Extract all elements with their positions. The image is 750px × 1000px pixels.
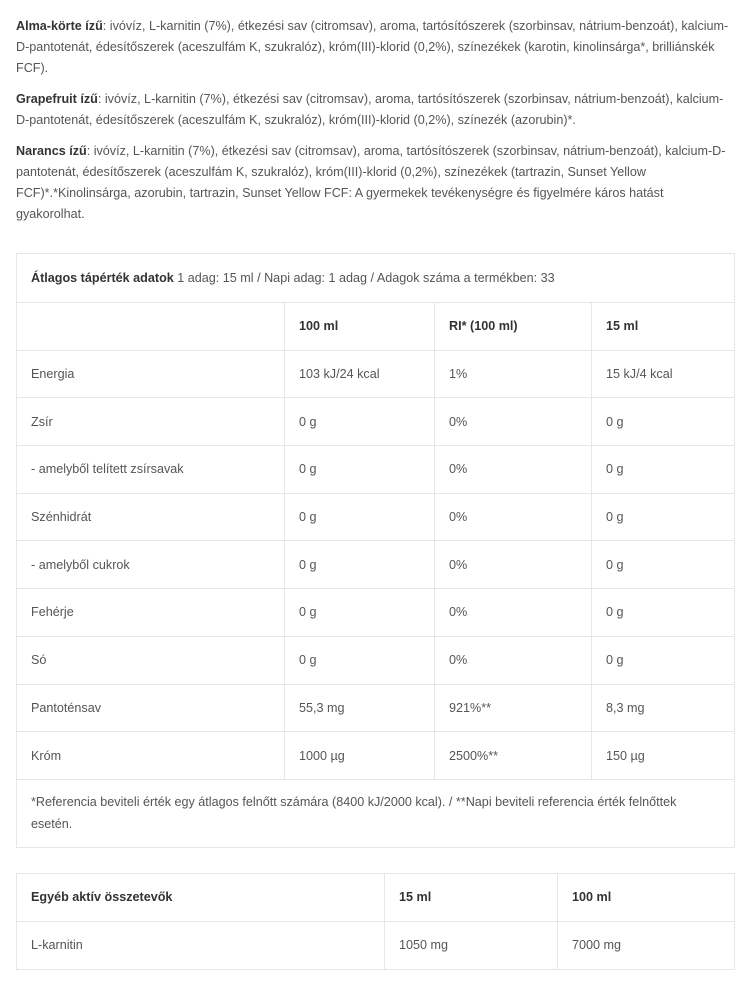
value-per-15ml: 0 g [592, 589, 735, 637]
column-header: RI* (100 ml) [435, 303, 592, 351]
ingredient-paragraph-grapefruit [16, 89, 734, 131]
value-per-100ml: 0 g [285, 446, 435, 494]
flavor-label: Grapefruit ízű [16, 92, 98, 106]
value-ri: 0% [435, 541, 592, 589]
ingredient-text: : ivóvíz, L-karnitin (7%), étkezési sav (citromsav), aroma, tartósítószerek (szorbinsav, nátrium-benzoát), kalcium-D-pantotenát, édesítőszerek (aceszulfám K, szukralóz), króm(III)-klorid (0,2%), színezékek (karotin, kinolinsárga*, brilliánskék FCF). [16, 19, 729, 75]
column-header: Egyéb aktív összetevők [17, 873, 385, 921]
nutrient-name: Só [17, 636, 285, 684]
table-row [17, 732, 735, 780]
value-per-100ml: 0 g [285, 589, 435, 637]
value-per-100ml: 0 g [285, 541, 435, 589]
other-actives-table [16, 873, 735, 970]
value-ri: 2500%** [435, 732, 592, 780]
nutrient-name: Szénhidrát [17, 493, 285, 541]
nutrient-name: Energia [17, 350, 285, 398]
column-header: 100 ml [285, 303, 435, 351]
value-per-100ml: 1000 µg [285, 732, 435, 780]
value-ri: 0% [435, 589, 592, 637]
nutrient-name: - amelyből cukrok [17, 541, 285, 589]
nutrition-footnote: *Referencia beviteli érték egy átlagos felnőtt számára (8400 kJ/2000 kcal). / **Napi beviteli referencia érték felnőttek esetén. [17, 779, 735, 847]
active-name: L-karnitin [17, 921, 385, 969]
ingredient-paragraph-narancs [16, 141, 734, 225]
column-header: 15 ml [385, 873, 558, 921]
value-per-15ml: 0 g [592, 398, 735, 446]
nutrient-name: Króm [17, 732, 285, 780]
column-header: 15 ml [592, 303, 735, 351]
value-per-15ml: 150 µg [592, 732, 735, 780]
value-ri: 0% [435, 398, 592, 446]
value-per-100ml: 0 g [285, 398, 435, 446]
column-header [17, 303, 285, 351]
value-per-15ml: 0 g [592, 493, 735, 541]
nutrition-header-row [17, 303, 735, 351]
ingredient-text: : ivóvíz, L-karnitin (7%), étkezési sav (citromsav), aroma, tartósítószerek (szorbinsav, nátrium-benzoát), kalcium-D-pantotenát, édesítőszerek (aceszulfám K, szukralóz), króm(III)-klorid (0,2%), színezékek (tartrazin, Sunset Yellow FCF)*.*Kinolinsárga, azorubin, tartrazin, Sunset Yellow FCF: A gyermekek tevékenységre és figyelmére káros hatást gyakorolhat. [16, 144, 726, 221]
flavor-label: Narancs ízű [16, 144, 87, 158]
nutrient-name: - amelyből telített zsírsavak [17, 446, 285, 494]
column-header: 100 ml [558, 873, 735, 921]
value-per-15ml: 8,3 mg [592, 684, 735, 732]
nutrition-title-rest: 1 adag: 15 ml / Napi adag: 1 adag / Adagok száma a termékben: 33 [173, 271, 555, 285]
nutrient-name: Zsír [17, 398, 285, 446]
table-row [17, 446, 735, 494]
value-per-15ml: 0 g [592, 636, 735, 684]
table-row [17, 493, 735, 541]
ingredient-paragraph-alma-korte [16, 16, 734, 79]
table-row [17, 398, 735, 446]
nutrition-title [17, 254, 735, 303]
value-per-15ml: 1050 mg [385, 921, 558, 969]
table-row [17, 350, 735, 398]
value-per-100ml: 7000 mg [558, 921, 735, 969]
nutrient-name: Fehérje [17, 589, 285, 637]
value-per-100ml: 0 g [285, 493, 435, 541]
value-per-100ml: 55,3 mg [285, 684, 435, 732]
value-ri: 921%** [435, 684, 592, 732]
value-ri: 0% [435, 636, 592, 684]
value-per-15ml: 0 g [592, 446, 735, 494]
table-row [17, 589, 735, 637]
nutrition-title-bold: Átlagos tápérték adatok [31, 271, 174, 285]
flavor-label: Alma-körte ízű [16, 19, 103, 33]
value-per-15ml: 15 kJ/4 kcal [592, 350, 735, 398]
table-row [17, 684, 735, 732]
value-per-15ml: 0 g [592, 541, 735, 589]
nutrition-table [16, 253, 735, 848]
value-per-100ml: 103 kJ/24 kcal [285, 350, 435, 398]
ingredient-text: : ivóvíz, L-karnitin (7%), étkezési sav (citromsav), aroma, tartósítószerek (szorbinsav, nátrium-benzoát), kalcium-D-pantotenát, édesítőszerek (aceszulfám K, szukralóz), króm(III)-klorid (0,2%), színezék (azorubin)*. [16, 92, 724, 127]
value-per-100ml: 0 g [285, 636, 435, 684]
value-ri: 0% [435, 493, 592, 541]
table-row [17, 541, 735, 589]
ingredients-section [16, 0, 734, 225]
table-row [17, 921, 735, 969]
value-ri: 0% [435, 446, 592, 494]
other-actives-header-row [17, 873, 735, 921]
nutrient-name: Pantoténsav [17, 684, 285, 732]
table-row [17, 636, 735, 684]
value-ri: 1% [435, 350, 592, 398]
